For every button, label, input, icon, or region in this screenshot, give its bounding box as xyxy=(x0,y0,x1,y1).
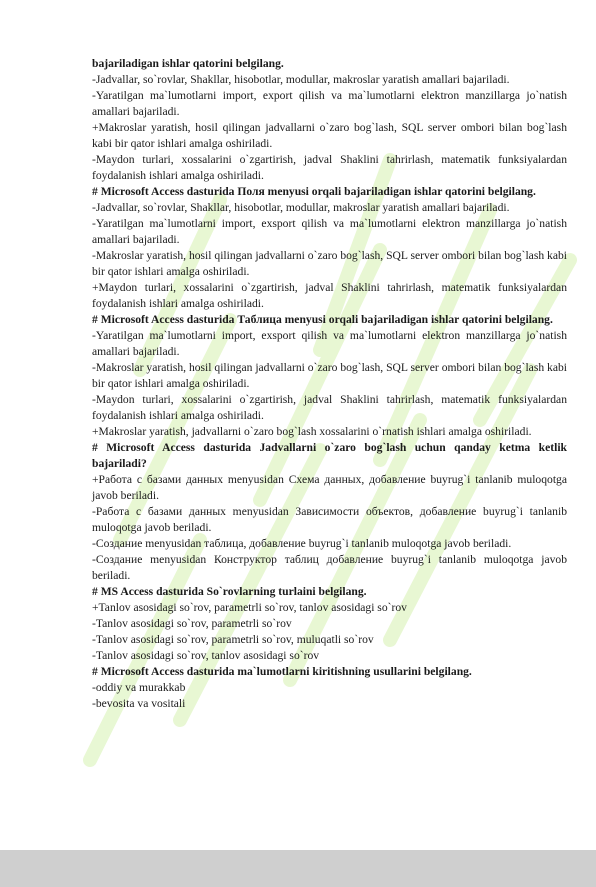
answer-option: -Maydon turlari, xossalarini o`zgartirish, jadval Shaklini tahrirlash, matematik funksiyalardan foydalanish ishlari amalga oshiriladi. xyxy=(92,393,567,422)
question-text: # Microsoft Access dasturida ma`lumotlarni kiritishning usullarini belgilang. xyxy=(92,665,472,678)
question-text: # Microsoft Access dasturida Поля menyusi orqali bajariladigan ishlar qatorini belgilang. xyxy=(92,185,536,198)
question-text: # MS Access dasturida So`rovlarning turlaini belgilang. xyxy=(92,585,367,598)
document-text xyxy=(92,56,567,712)
answer-option: -bevosita va vositali xyxy=(92,697,186,710)
answer-option: -Jadvallar, so`rovlar, Shakllar, hisobotlar, modullar, makroslar yaratish amallari bajariladi. xyxy=(92,73,510,86)
answer-option: -Tanlov asosidagi so`rov, parametrli so`rov, muluqatli so`rov xyxy=(92,633,374,646)
question-text: # Microsoft Access dasturida Таблица menyusi orqali bajariladigan ishlar qatorini belgilang. xyxy=(92,313,553,326)
answer-option: -Создание menyusidan Конструктор таблиц добавление buyrug`i tanlanib muloqotga javob beriladi. xyxy=(92,553,567,582)
answer-option: -Создание menyusidan таблица, добавление buyrug`i tanlanib muloqotga javob beriladi. xyxy=(92,537,512,550)
answer-option: -Makroslar yaratish, hosil qilingan jadvallarni o`zaro bog`lash, SQL server ombori bilan bog`lash kabi bir qator ishlari amalga oshiriladi. xyxy=(92,249,567,278)
answer-option: +Tanlov asosidagi so`rov, parametrli so`rov, tanlov asosidagi so`rov xyxy=(92,601,407,614)
answer-option: +Maydon turlari, xossalarini o`zgartirish, jadval Shaklini tahrirlash, matematik funksiyalardan foydalanish ishlari amalga oshiriladi. xyxy=(92,281,567,310)
answer-option: +Makroslar yaratish, hosil qilingan jadvallarni o`zaro bog`lash, SQL server ombori bilan bog`lash kabi bir qator ishlari amalga oshiriladi. xyxy=(92,121,567,150)
answer-option: -Yaratilgan ma`lumotlarni import, exsport qilish va ma`lumotlarni elektron manzillarga jo`natish amallari bajariladi. xyxy=(92,217,567,246)
question-text: # Microsoft Access dasturida Jadvallarni o`zaro bog`lash uchun qanday ketma ketlik bajariladi? xyxy=(92,441,567,470)
answer-option: -Makroslar yaratish, hosil qilingan jadvallarni o`zaro bog`lash, SQL server ombori bilan bog`lash kabi bir qator ishlari amalga oshiriladi. xyxy=(92,361,567,390)
question-text: bajariladigan ishlar qatorini belgilang. xyxy=(92,57,284,70)
answer-option: -Работа с базами данных menyusidan Зависимости объектов, добавление buyrug`i tanlanib muloqotga javob beriladi. xyxy=(92,505,567,534)
answer-option: +Makroslar yaratish, jadvallarni o`zaro bog`lash xossalarini o`rnatish ishlari amalga oshiriladi. xyxy=(92,425,532,438)
answer-option: -Tanlov asosidagi so`rov, tanlov asosidagi so`rov xyxy=(92,649,320,662)
answer-option: -Yaratilgan ma`lumotlarni import, export qilish va ma`lumotlarni elektron manzillarga jo`natish amallari bajariladi. xyxy=(92,89,567,118)
answer-option: -Jadvallar, so`rovlar, Shakllar, hisobotlar, modullar, makroslar yaratish amallari bajariladi. xyxy=(92,201,510,214)
answer-option: -Maydon turlari, xossalarini o`zgartirish, jadval Shaklini tahrirlash, matematik funksiyalardan foydalanish ishlari amalga oshiriladi. xyxy=(92,153,567,182)
answer-option: +Работа с базами данных menyusidan Схема данных, добавление buyrug`i tanlanib muloqotga javob beriladi. xyxy=(92,473,567,502)
answer-option: -Tanlov asosidagi so`rov, parametrli so`rov xyxy=(92,617,292,630)
answer-option: -Yaratilgan ma`lumotlarni import, exsport qilish va ma`lumotlarni elektron manzillarga jo`natish amallari bajariladi. xyxy=(92,329,567,358)
answer-option: -oddiy va murakkab xyxy=(92,681,186,694)
